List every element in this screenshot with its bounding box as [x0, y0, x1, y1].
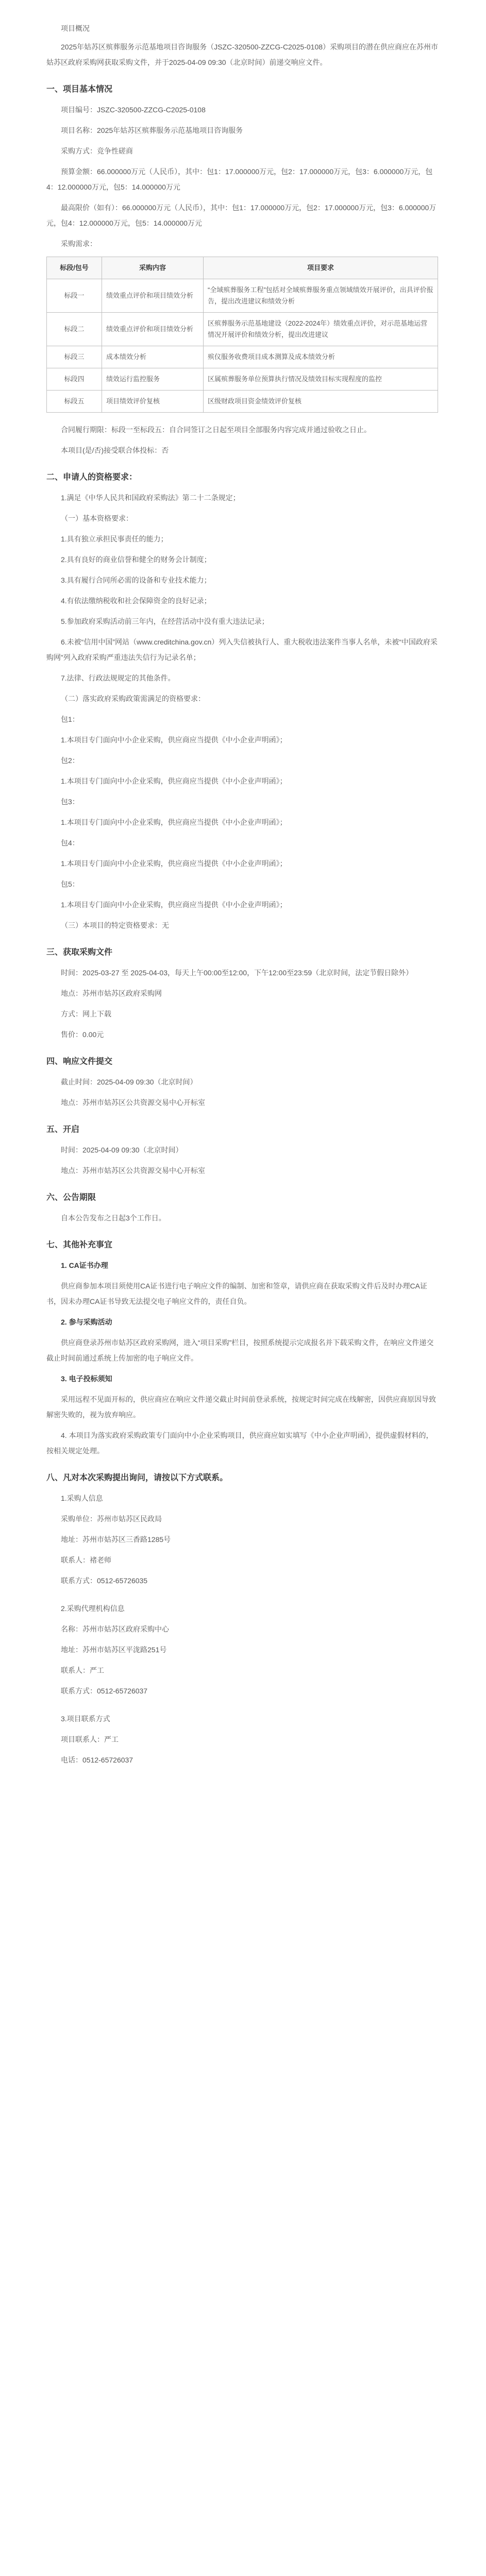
- max-price: 最高限价（如有）：66.000000万元（人民币），其中：包1：17.000000万元，包2：17.000000万元，包3：6.000000万元，包4：12.000000万元，包5：14.000000万元: [46, 204, 437, 227]
- supplement-text: 供应商登录苏州市姑苏区政府采购网，进入“项目采购”栏目，按照系统提示完成报名并下载采购文件，在响应文件递交截止时间前通过系统上传加密的电子响应文件。: [46, 1338, 434, 1362]
- supplement-subtitle: 1. CA证书办理: [61, 1261, 108, 1269]
- opening-time: 时间：2025-04-09 09:30（北京时间）: [61, 1146, 183, 1154]
- qualification-item: （一）基本资格要求：: [61, 514, 133, 522]
- buyer-info: 地址：苏州市姑苏区三香路1285号: [61, 1535, 171, 1544]
- table-cell: 标段四: [47, 368, 102, 391]
- table-cell: 标段五: [47, 391, 102, 413]
- obtain-place: 地点：苏州市姑苏区政府采购网: [61, 989, 162, 997]
- table-header-req: 项目要求: [204, 257, 438, 279]
- lot-label: 包3：: [61, 798, 79, 806]
- supplement-text: 4. 本项目为落实政府采购政策专门面向中小企业采购项目，供应商应如实填写《中小企业声明函》，提供虚假材料的，按相关规定处理。: [46, 1431, 433, 1455]
- requirements-table: [46, 257, 438, 413]
- table-cell: 标段二: [47, 313, 102, 346]
- table-cell: 区殡葬服务示范基地建设（2022-2024年）绩效重点评价，对示范基地运营情况开展评价和绩效分析，提出改进建议: [204, 313, 438, 346]
- qualification-item: 2.具有良好的商业信誉和健全的财务会计制度；: [61, 555, 211, 564]
- qualification-item: 4.有依法缴纳税收和社会保障资金的良好记录；: [61, 597, 211, 605]
- table-header-lot: 标段/包号: [47, 257, 102, 279]
- table-cell: 绩效运行监控服务: [102, 368, 204, 391]
- table-cell: 区级财政项目资金绩效评价复核: [204, 391, 438, 413]
- agency-info: 联系人：严工: [61, 1666, 104, 1674]
- table-cell: 标段一: [47, 279, 102, 313]
- agency-info: 地址：苏州市姑苏区平泷路251号: [61, 1646, 167, 1654]
- qualification-item: 1.本项目专门面向中小企业采购，供应商应当提供《中小企业声明函》；: [61, 859, 287, 868]
- qualification-item: 7.法律、行政法规规定的其他条件。: [61, 674, 175, 682]
- lot-label: 包4：: [61, 839, 79, 847]
- qualification-item: 1.本项目专门面向中小企业采购，供应商应当提供《中小企业声明函》；: [61, 901, 287, 909]
- qualification-item: 1.具有独立承担民事责任的能力；: [61, 535, 168, 543]
- table-cell: 殡仪服务收费项目成本测算及成本绩效分析: [204, 346, 438, 368]
- buyer-info: 联系方式：0512-65726035: [61, 1577, 148, 1585]
- consortium: 本项目(是/否)接受联合体投标：否: [61, 446, 169, 454]
- table-cell: 项目绩效评价复核: [102, 391, 204, 413]
- agency-info: 联系方式：0512-65726037: [61, 1687, 148, 1695]
- section-2-title: 二、申请人的资格要求：: [46, 473, 138, 482]
- budget-amount: 预算金额：66.000000万元（人民币），其中：包1：17.000000万元，包2：17.000000万元，包3：6.000000万元，包4：12.000000万元，包5：14.000000万元: [46, 167, 433, 191]
- table-cell: 成本绩效分析: [102, 346, 204, 368]
- project-name: 项目名称：2025年姑苏区殡葬服务示范基地项目咨询服务: [61, 126, 243, 134]
- notice-period: 自本公告发布之日起3个工作日。: [61, 1214, 166, 1222]
- table-row: [47, 313, 438, 346]
- obtain-price: 售价：0.00元: [61, 1030, 104, 1039]
- obtain-time: 时间：2025-03-27 至 2025-04-03，每天上午00:00至12:00，下午12:00至23:59（北京时间，法定节假日除外）: [61, 969, 413, 977]
- table-row: [47, 346, 438, 368]
- qualification-item: （三）本项目的特定资格要求：无: [61, 921, 169, 929]
- table-cell: 绩效重点评价和项目绩效分析: [102, 279, 204, 313]
- qualification-item: 6.未被“信用中国”网站（www.creditchina.gov.cn）列入失信被执行人、重大税收违法案件当事人名单，未被“中国政府采购网”列入政府采购严重违法失信行为记录名单；: [46, 638, 438, 662]
- supplement-text: 供应商参加本项目须使用CA证书进行电子响应文件的编制、加密和签章，请供应商在获取采购文件后及时办理CA证书，因未办理CA证书导致无法提交电子响应文件的，责任自负。: [46, 1282, 427, 1306]
- supplement-subtitle: 2. 参与采购活动: [61, 1318, 112, 1326]
- table-cell: 区属殡葬服务单位预算执行情况及绩效目标实现程度的监控: [204, 368, 438, 391]
- contact-title: 3.项目联系方式: [61, 1715, 110, 1723]
- table-row: [47, 368, 438, 391]
- lot-label: 包1：: [61, 715, 79, 723]
- announcement-body: [46, 21, 438, 2576]
- opening-place: 地点：苏州市姑苏区公共资源交易中心开标室: [61, 1166, 205, 1175]
- overview-title: 项目概况: [61, 24, 90, 32]
- supplement-text: 采用远程不见面开标的，供应商应在响应文件递交截止时间前登录系统，按规定时间完成在线解密，因供应商原因导致解密失败的，视为放弃响应。: [46, 1395, 436, 1419]
- submit-deadline: 截止时间：2025-04-09 09:30（北京时间）: [61, 1078, 197, 1086]
- qualification-item: 1.本项目专门面向中小企业采购，供应商应当提供《中小企业声明函》；: [61, 736, 287, 744]
- qualification-item: 3.具有履行合同所必需的设备和专业技术能力；: [61, 576, 211, 584]
- table-cell: 标段三: [47, 346, 102, 368]
- supplement-subtitle: 3. 电子投标须知: [61, 1375, 112, 1383]
- agency-title: 2.采购代理机构信息: [61, 1604, 125, 1613]
- qualification-item: 1.本项目专门面向中小企业采购，供应商应当提供《中小企业声明函》；: [61, 777, 287, 785]
- agency-info: 名称：苏州市姑苏区政府采购中心: [61, 1625, 169, 1633]
- qualification-item: 1.本项目专门面向中小企业采购，供应商应当提供《中小企业声明函》；: [61, 818, 287, 826]
- section-3-title: 三、获取采购文件: [46, 948, 113, 957]
- qualification-item: 1.满足《中华人民共和国政府采购法》第二十二条规定；: [61, 494, 240, 502]
- buyer-info: 联系人：褚老师: [61, 1556, 111, 1564]
- contract-period: 合同履行期限：标段一至标段五：自合同签订之日起至项目全部服务内容完成并通过验收之日止。: [61, 426, 371, 434]
- buyer-info: 采购单位：苏州市姑苏区民政局: [61, 1515, 162, 1523]
- section-7-title: 七、其他补充事宜: [46, 1241, 113, 1249]
- lot-label: 包2：: [61, 756, 79, 765]
- table-header-content: 采购内容: [102, 257, 204, 279]
- qualification-item: 5.参加政府采购活动前三年内，在经营活动中没有重大违法记录；: [61, 617, 269, 625]
- table-row: [47, 279, 438, 313]
- table-row: [47, 391, 438, 413]
- overview-text: 2025年姑苏区殡葬服务示范基地项目咨询服务（JSZC-320500-ZZCG-C2025-0108）采购项目的潜在供应商应在苏州市姑苏区政府采购网获取采购文件，并于2025-04-09 09:30（北京时间）前递交响应文件。: [46, 43, 438, 66]
- buyer-title: 1.采购人信息: [61, 1494, 103, 1502]
- lot-label: 包5：: [61, 880, 79, 888]
- obtain-method: 方式：网上下载: [61, 1010, 111, 1018]
- section-5-title: 五、开启: [46, 1125, 80, 1134]
- contact-info: 项目联系人：严工: [61, 1735, 119, 1743]
- section-6-title: 六、公告期限: [46, 1193, 96, 1202]
- qualification-item: （二）落实政府采购政策需满足的资格要求：: [61, 694, 205, 703]
- section-8-title: 八、凡对本次采购提出询问，请按以下方式联系。: [46, 1473, 228, 1482]
- project-number: 项目编号：JSZC-320500-ZZCG-C2025-0108: [61, 106, 206, 114]
- requirements-label: 采购需求：: [61, 240, 97, 248]
- section-1-title: 一、项目基本情况: [46, 85, 113, 94]
- contact-info: 电话：0512-65726037: [61, 1756, 133, 1764]
- submit-place: 地点：苏州市姑苏区公共资源交易中心开标室: [61, 1098, 205, 1107]
- procurement-method: 采购方式：竞争性磋商: [61, 147, 133, 155]
- table-cell: “全域殡葬服务工程”包括对全域殡葬服务重点领域绩效开展评价，出具评价报告，提出改进建议和绩效分析: [204, 279, 438, 313]
- table-cell: 绩效重点评价和项目绩效分析: [102, 313, 204, 346]
- section-4-title: 四、响应文件提交: [46, 1057, 113, 1066]
